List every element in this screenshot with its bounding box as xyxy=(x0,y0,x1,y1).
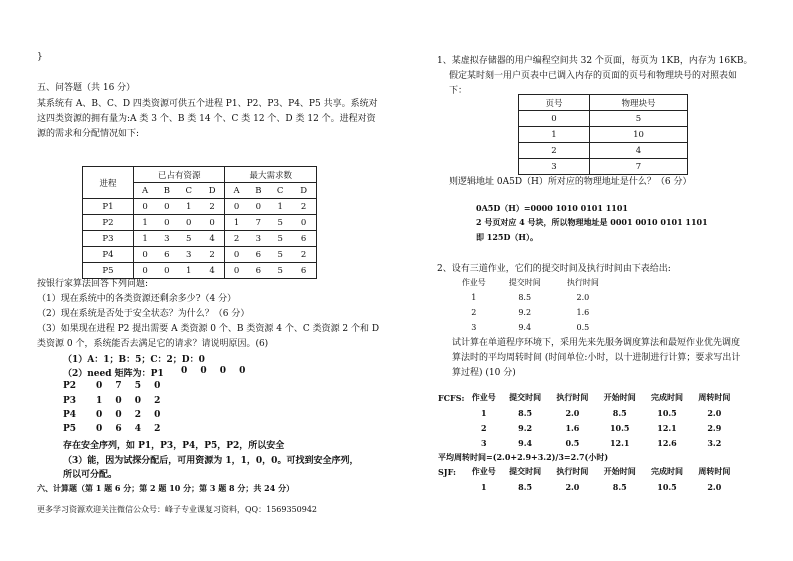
sub-c: C xyxy=(269,183,291,199)
cell: 3.2 xyxy=(707,437,722,448)
table-header-row xyxy=(452,275,612,290)
value-cell: 2 xyxy=(291,199,316,215)
column-header: 完成时间 xyxy=(651,392,683,402)
cell: 1 xyxy=(480,407,487,418)
block-cell: 4 xyxy=(590,143,688,159)
column-header: 周转时间 xyxy=(698,392,731,402)
value-cell: 0 xyxy=(200,215,225,231)
cell: 12.6 xyxy=(657,437,677,448)
q2-intro: 2、设有三道作业，它们的提交时间及执行时间由下表给出: xyxy=(437,264,671,274)
table-header-row xyxy=(466,390,738,405)
value-cell: 0 xyxy=(134,263,157,279)
value-cell: 0 xyxy=(225,263,248,279)
header-allocated: 已占有资源 xyxy=(134,167,225,183)
cell: 2.0 xyxy=(576,293,590,302)
table-row xyxy=(452,305,612,320)
job-table xyxy=(452,275,612,335)
column-header: 作业号 xyxy=(461,278,486,287)
sub-d: D xyxy=(200,183,225,199)
cell: 1.6 xyxy=(576,308,590,317)
value-cell: 0 xyxy=(291,215,316,231)
need-row-label: P4 xyxy=(63,410,77,420)
value-cell: 2 xyxy=(291,247,316,263)
column-header: 周转时间 xyxy=(698,466,731,476)
answer-3-line2: 所以可分配。 xyxy=(63,470,118,480)
page-cell: 2 xyxy=(519,143,590,159)
need-row-values: 0 0 2 0 xyxy=(96,410,166,420)
cell: 8.5 xyxy=(518,481,533,492)
value-cell: 0 xyxy=(156,263,177,279)
header-process: 进程 xyxy=(83,167,134,199)
process-cell: P5 xyxy=(83,263,134,279)
cell: 9.4 xyxy=(518,437,533,448)
column-header: 执行时间 xyxy=(556,466,589,476)
sjf-table xyxy=(466,464,738,494)
section5-title: 五、问答题（共 16 分） xyxy=(37,83,136,93)
value-cell: 1 xyxy=(134,231,157,247)
column-header: 提交时间 xyxy=(509,392,542,402)
value-cell: 6 xyxy=(291,231,316,247)
column-header: 完成时间 xyxy=(651,466,683,476)
need-p1: 0 0 0 0 xyxy=(181,366,251,376)
cell: 0.5 xyxy=(576,323,590,332)
safe-sequence: 存在安全序列，如 P1，P3，P4，P5，P2，所以安全 xyxy=(63,441,285,451)
value-cell: 0 xyxy=(156,199,177,215)
table-row xyxy=(519,159,688,175)
value-cell: 0 xyxy=(156,215,177,231)
value-cell: 5 xyxy=(269,247,291,263)
value-cell: 6 xyxy=(156,247,177,263)
block-cell: 5 xyxy=(590,111,688,127)
value-cell: 2 xyxy=(200,199,225,215)
sub-b: B xyxy=(248,183,269,199)
value-cell: 0 xyxy=(134,247,157,263)
value-cell: 1 xyxy=(269,199,291,215)
cell: 8.5 xyxy=(518,407,533,418)
value-cell: 4 xyxy=(200,231,225,247)
cell: 2.9 xyxy=(707,422,722,433)
column-header: 执行时间 xyxy=(556,392,589,402)
table-row xyxy=(466,435,738,450)
sub-a: A xyxy=(134,183,157,199)
value-cell: 3 xyxy=(248,231,269,247)
cell: 12.1 xyxy=(657,422,677,433)
value-cell: 1 xyxy=(134,215,157,231)
value-cell: 5 xyxy=(269,231,291,247)
column-header: 作业号 xyxy=(471,466,496,476)
value-cell: 1 xyxy=(178,199,200,215)
cell: 10.5 xyxy=(609,422,630,433)
page-cell: 0 xyxy=(519,111,590,127)
table-row xyxy=(519,143,688,159)
need-row-label: P3 xyxy=(63,396,77,406)
header-max: 最大需求数 xyxy=(225,167,317,183)
column-header: 作业号 xyxy=(471,392,496,402)
sub-b: B xyxy=(156,183,177,199)
cell: 9.4 xyxy=(518,323,532,332)
value-cell: 2 xyxy=(225,231,248,247)
header-block: 物理块号 xyxy=(590,95,688,111)
sub-d: D xyxy=(291,183,316,199)
footer-note: 更多学习资源欢迎关注微信公众号：峰子专业课复习资料，QQ：1569350942 xyxy=(37,505,318,514)
value-cell: 1 xyxy=(178,263,200,279)
sjf-label: SJF: xyxy=(438,467,456,477)
value-cell: 6 xyxy=(248,263,269,279)
value-cell: 2 xyxy=(200,247,225,263)
need-row-values: 0 7 5 0 xyxy=(96,381,166,391)
fcfs-label: FCFS: xyxy=(438,393,465,403)
cell: 2.0 xyxy=(707,407,722,418)
value-cell: 6 xyxy=(291,263,316,279)
need-row-label: P2 xyxy=(63,381,77,391)
cell: 9.2 xyxy=(518,308,532,317)
cell: 1 xyxy=(480,481,487,492)
column-header: 提交时间 xyxy=(509,466,542,476)
section6-title: 六、计算题（第 1 题 6 分；第 2 题 10 分；第 3 题 8 分；共 24 分） xyxy=(37,483,295,493)
cell: 8.5 xyxy=(612,481,627,492)
process-cell: P3 xyxy=(83,231,134,247)
value-cell: 0 xyxy=(225,247,248,263)
table-row xyxy=(466,479,738,494)
cell: 2.0 xyxy=(565,407,580,418)
column-header: 开始时间 xyxy=(603,466,636,476)
table-row xyxy=(83,231,317,247)
need-row-values: 0 6 4 2 xyxy=(96,424,166,434)
cell: 10.5 xyxy=(657,407,677,418)
fcfs-average: 平均周转时间=(2.0+2.9+3.2)/3=2.7(小时) xyxy=(438,452,609,462)
value-cell: 0 xyxy=(178,215,200,231)
table-row xyxy=(519,111,688,127)
cell: 1.6 xyxy=(565,422,580,433)
resource-table xyxy=(82,166,317,279)
column-header: 开始时间 xyxy=(603,392,636,402)
process-cell: P4 xyxy=(83,247,134,263)
cell: 2 xyxy=(471,308,477,317)
value-cell: 0 xyxy=(248,199,269,215)
q1-question: 则逻辑地址 0A5D（H）所对应的物理地址是什么？（6 分） xyxy=(449,177,692,187)
page-cell: 1 xyxy=(519,127,590,143)
cell: 3 xyxy=(471,323,477,332)
value-cell: 3 xyxy=(178,247,200,263)
value-cell: 0 xyxy=(225,199,248,215)
answer-2-label: （2）need 矩阵为：P1 xyxy=(63,369,164,379)
need-row-values: 1 0 0 2 xyxy=(96,396,166,406)
page-cell: 3 xyxy=(519,159,590,175)
table-row xyxy=(452,320,612,335)
value-cell: 5 xyxy=(269,263,291,279)
need-row-label: P5 xyxy=(63,424,77,434)
answer-1: （1）A：1；B：5；C：2；D：0 xyxy=(63,355,205,365)
cell: 1 xyxy=(471,293,477,302)
process-cell: P2 xyxy=(83,215,134,231)
cell: 2.0 xyxy=(565,481,580,492)
value-cell: 3 xyxy=(156,231,177,247)
table-row xyxy=(83,199,317,215)
column-header: 执行时间 xyxy=(566,278,599,287)
sub-a: A xyxy=(225,183,248,199)
cell: 9.2 xyxy=(518,422,533,433)
header-page: 页号 xyxy=(519,95,590,111)
table-row xyxy=(466,405,738,420)
answer-3-line1: （3）能，因为试探分配后，可用资源为 1，1，0，0。可找到安全序列， xyxy=(63,456,359,466)
cell: 8.5 xyxy=(518,293,532,302)
block-cell: 10 xyxy=(590,127,688,143)
table-row xyxy=(519,127,688,143)
closing-brace: } xyxy=(37,52,43,62)
value-cell: 5 xyxy=(269,215,291,231)
block-cell: 7 xyxy=(590,159,688,175)
cell: 10.5 xyxy=(657,481,677,492)
process-cell: P1 xyxy=(83,199,134,215)
value-cell: 0 xyxy=(134,199,157,215)
table-row xyxy=(83,215,317,231)
table-row xyxy=(83,247,317,263)
value-cell: 5 xyxy=(178,231,200,247)
cell: 12.1 xyxy=(609,437,630,448)
value-cell: 7 xyxy=(248,215,269,231)
table-row xyxy=(466,420,738,435)
value-cell: 1 xyxy=(225,215,248,231)
table-header-row xyxy=(466,464,738,479)
column-header: 提交时间 xyxy=(508,278,541,287)
value-cell: 6 xyxy=(248,247,269,263)
fcfs-table xyxy=(466,390,738,450)
cell: 3 xyxy=(480,437,487,448)
cell: 8.5 xyxy=(612,407,627,418)
page-table xyxy=(518,94,688,175)
value-cell: 4 xyxy=(200,263,225,279)
cell: 2.0 xyxy=(707,481,722,492)
sub-c: C xyxy=(178,183,200,199)
table-row xyxy=(452,290,612,305)
cell: 2 xyxy=(480,422,487,433)
cell: 0.5 xyxy=(565,437,580,448)
